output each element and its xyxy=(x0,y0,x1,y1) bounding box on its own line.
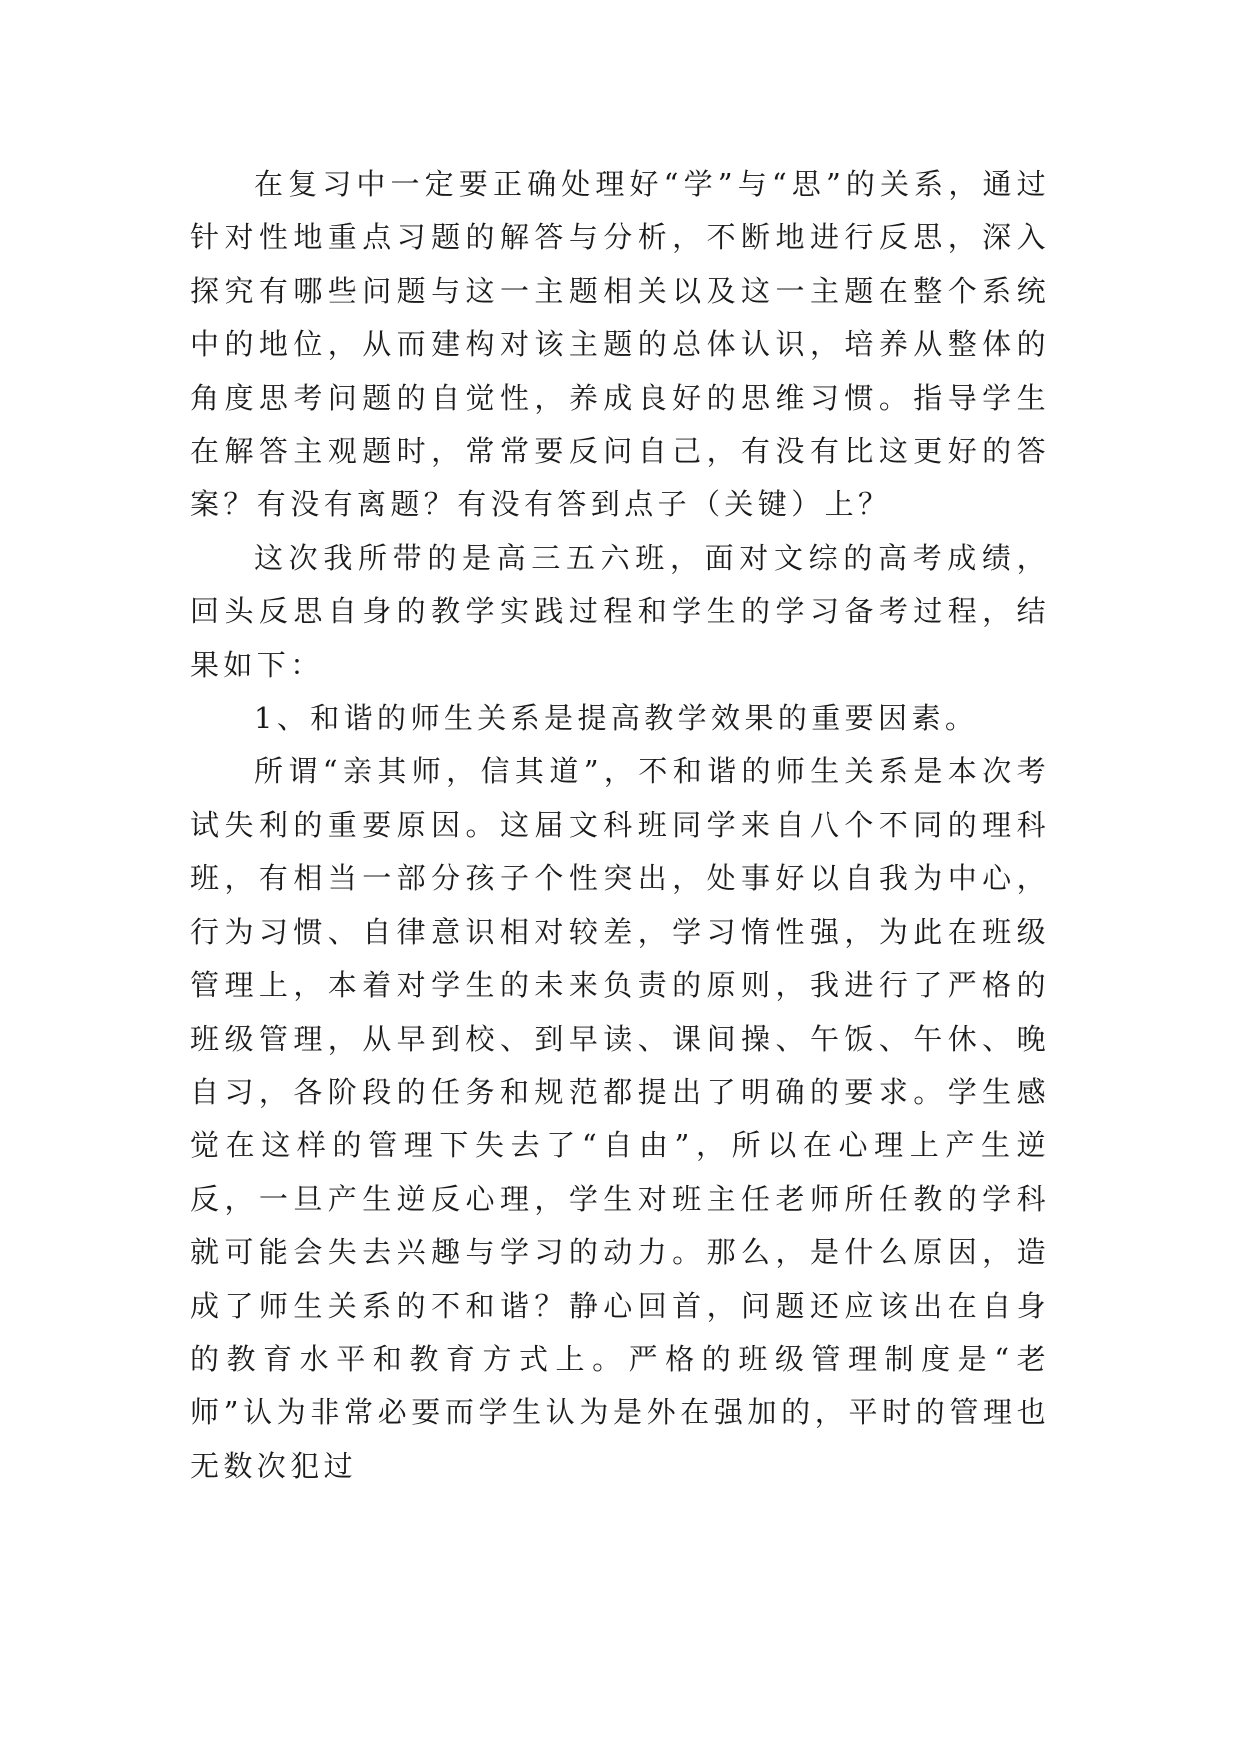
paragraph-relationship-analysis: 所谓“亲其师，信其道”，不和谐的师生关系是本次考试失利的重要原因。这届文科班同学来自八个不同的理科班，有相当一部分孩子个性突出，处事好以自我为中心，行为习惯、自律意识相对较差，学习惰性强，为此在班级管理上，本着对学生的未来负责的原则，我进行了严格的班级管理，从早到校、到早读、课间操、午饭、午休、晚自习，各阶段的任务和规范都提出了明确的要求。学生感觉在这样的管理下失去了“自由”，所以在心理上产生逆反，一旦产生逆反心理，学生对班主任老师所任教的学科就可能会失去兴趣与学习的动力。那么，是什么原因，造成了师生关系的不和谐？静心回首，问题还应该出在自身的教育水平和教育方式上。严格的班级管理制度是“老师”认为非常必要而学生认为是外在强加的，平时的管理也无数次犯过 xyxy=(190,754,1050,1483)
paragraph-class-reflection: 这次我所带的是高三五六班，面对文综的高考成绩，回头反思自身的教学实践过程和学生的学习备考过程，结果如下： xyxy=(190,540,1050,682)
document-body xyxy=(190,158,1050,1493)
section-heading-teacher-student-relationship: 1、和谐的师生关系是提高教学效果的重要因素。 xyxy=(254,701,979,736)
paragraph-review-method: 在复习中一定要正确处理好“学”与“思”的关系，通过针对性地重点习题的解答与分析，不断地进行反思，深入探究有哪些问题与这一主题相关以及这一主题在整个系统中的地位，从而建构对该主题的总体认识，培养从整体的角度思考问题的自觉性，养成良好的思维习惯。指导学生在解答主观题时，常常要反问自己，有没有比这更好的答案？有没有离题？有没有答到点子（关键）上？ xyxy=(190,167,1050,522)
